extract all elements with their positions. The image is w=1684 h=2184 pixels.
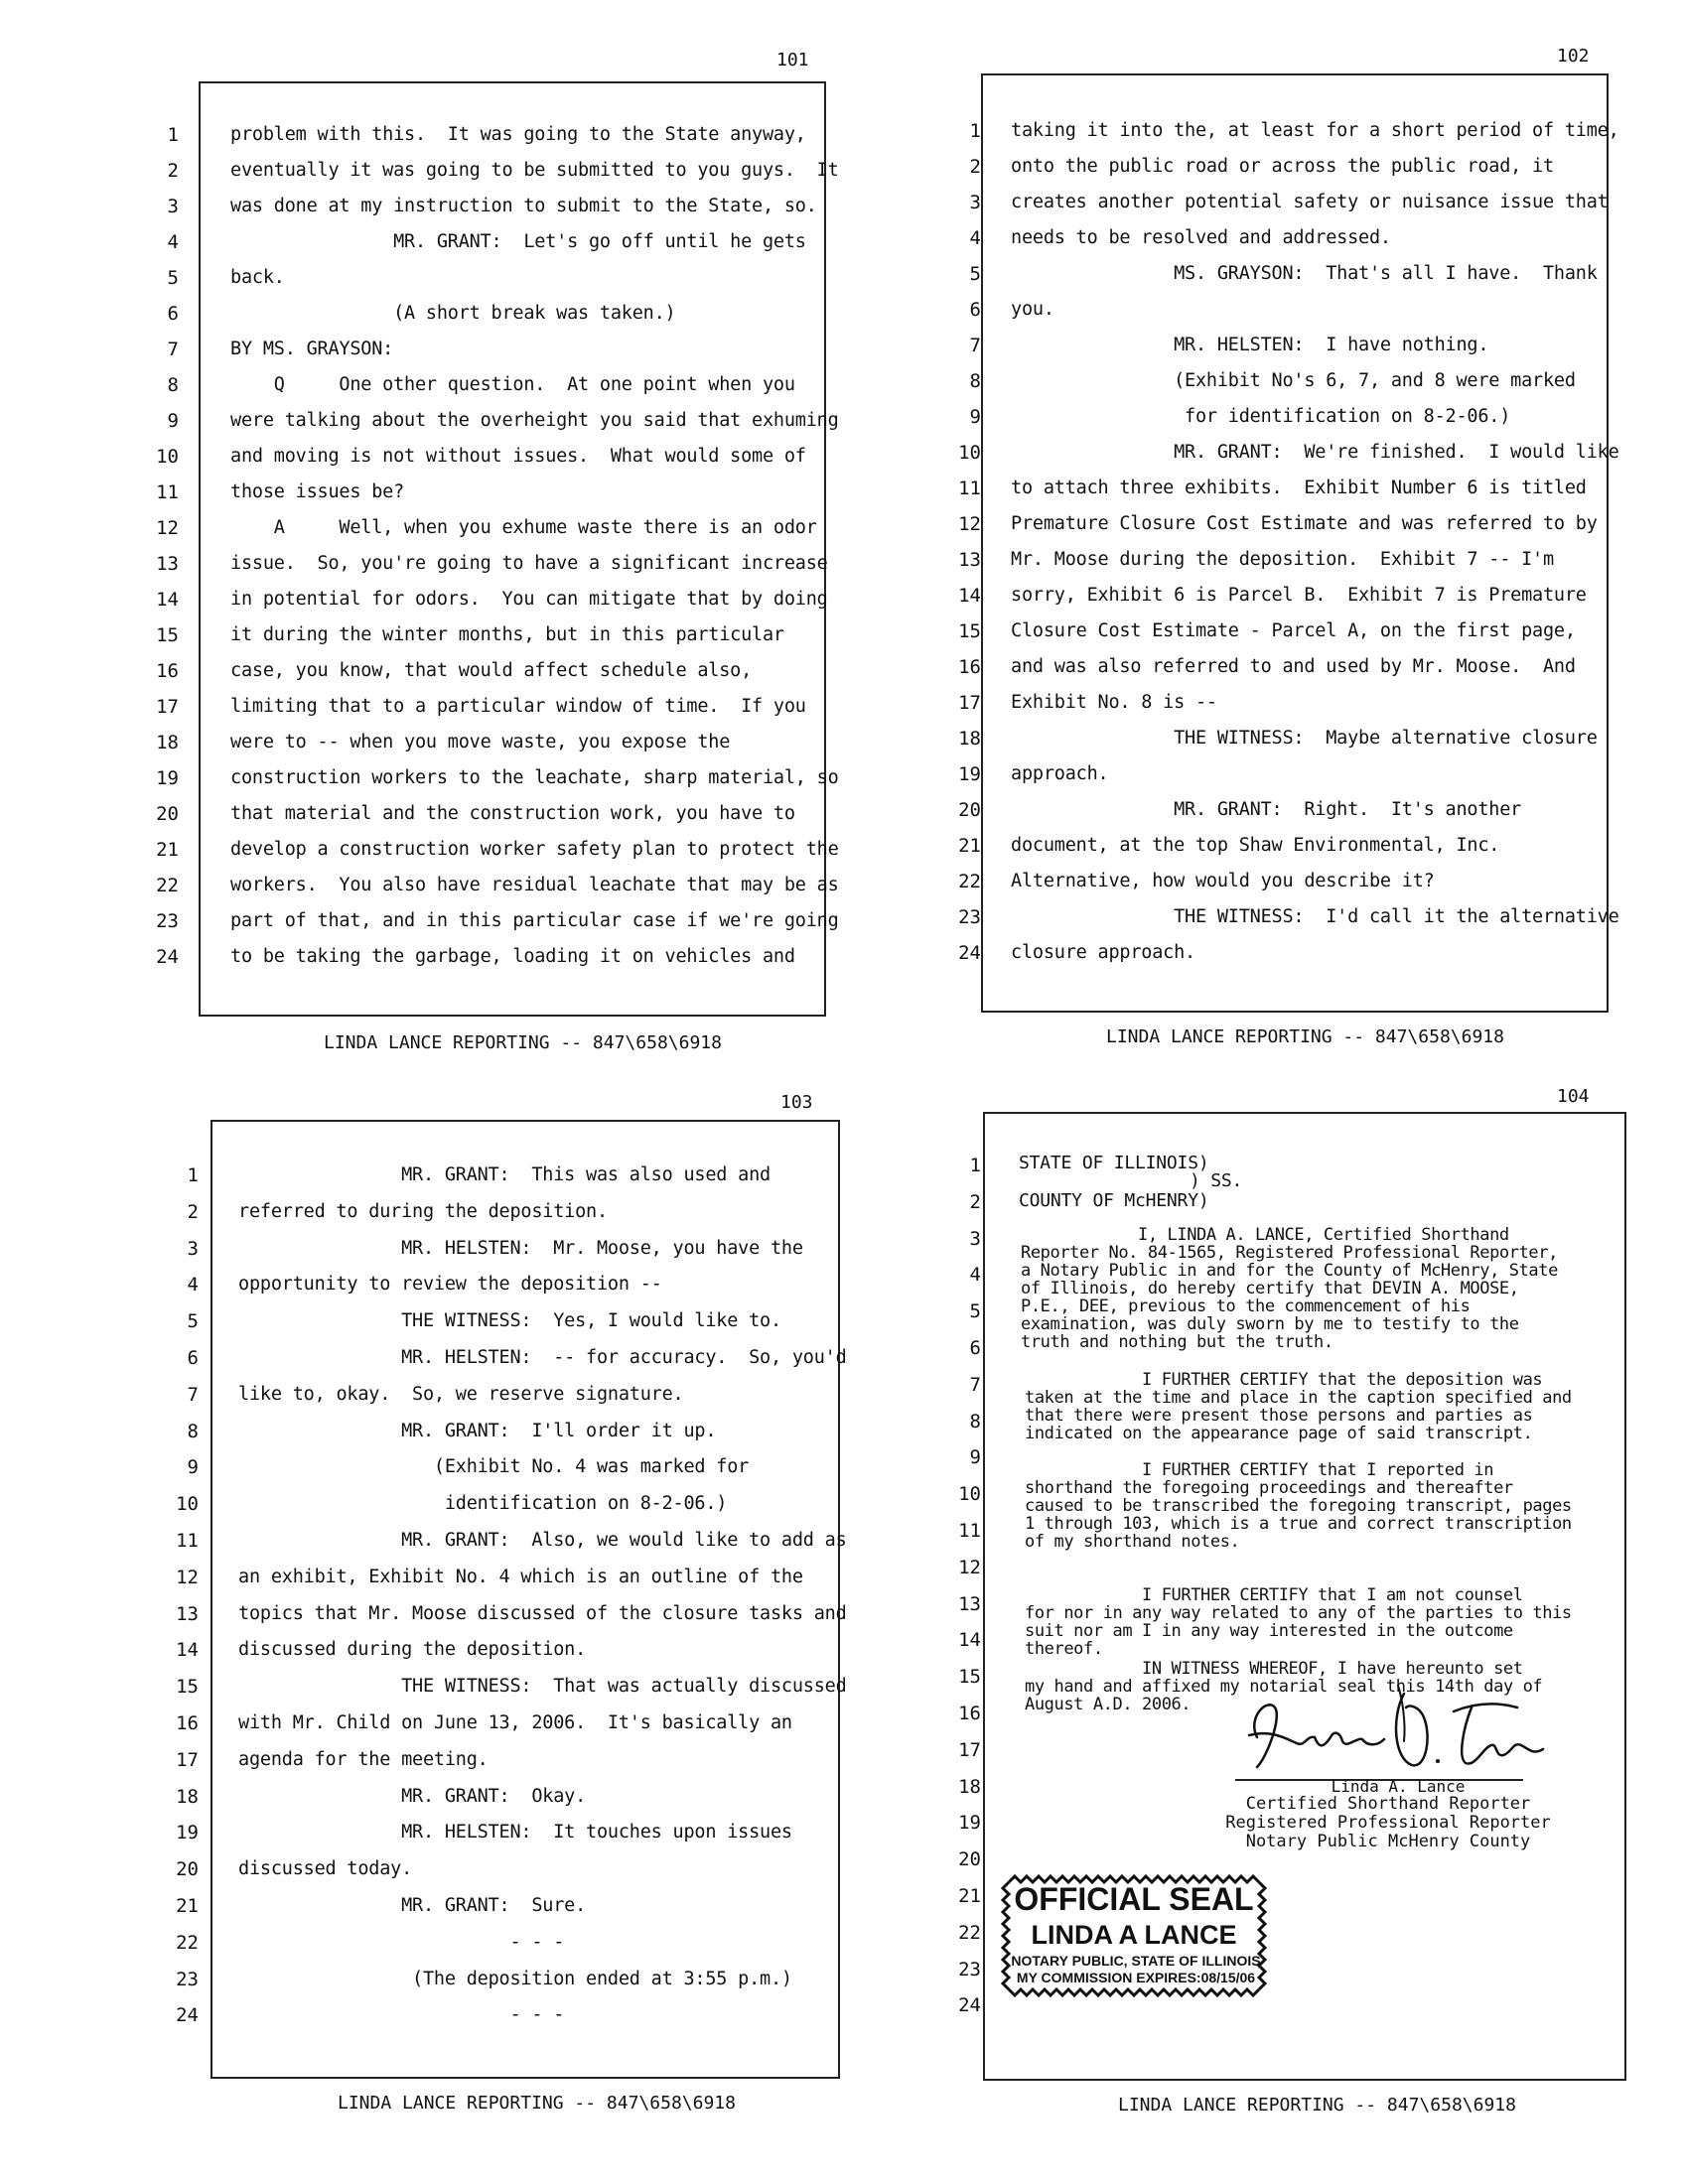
line-number: 24 xyxy=(958,1994,981,2017)
transcript-line xyxy=(941,435,1636,471)
line-text: MR. GRANT: This was also used and xyxy=(238,1164,771,1185)
page-footer: LINDA LANCE REPORTING -- 847\658\6918 xyxy=(1118,2095,1516,2116)
line-number: 1 xyxy=(969,1155,981,1176)
line-text: part of that, and in this particular case if we're going xyxy=(230,910,839,931)
seal-state: NOTARY PUBLIC, STATE OF ILLINOIS xyxy=(1011,1953,1261,1969)
signature-title: Certified Shorthand Reporter xyxy=(1245,1794,1531,1814)
line-text: limiting that to a particular window of time. If you xyxy=(230,696,806,717)
line-text: discussed during the deposition. xyxy=(238,1639,587,1661)
transcript-line xyxy=(941,471,1636,506)
line-text: for identification on 8-2-06.) xyxy=(1011,406,1511,427)
line-number: 22 xyxy=(958,1921,981,1944)
transcript-line xyxy=(941,685,1636,721)
line-number: 17 xyxy=(958,692,981,714)
line-number: 11 xyxy=(176,1530,199,1552)
line-text: Mr. Moose during the deposition. Exhibit 7 -- I'm xyxy=(1011,549,1554,570)
county-header: COUNTY OF McHENRY) xyxy=(1019,1190,1209,1211)
line-number: 17 xyxy=(958,1738,981,1761)
line-number: 13 xyxy=(176,1602,199,1625)
line-text: MR. GRANT: I'll order it up. xyxy=(238,1420,717,1441)
transcript-page-101 xyxy=(0,0,842,1092)
line-text: an exhibit, Exhibit No. 4 which is an outline of the xyxy=(238,1566,803,1587)
line-text: to be taking the garbage, loading it on vehicles and xyxy=(230,946,795,967)
line-number: 11 xyxy=(958,478,981,499)
transcript-line xyxy=(139,796,834,832)
line-number: 6 xyxy=(167,303,179,325)
line-text: - - - xyxy=(238,1931,565,1953)
page-footer: LINDA LANCE REPORTING -- 847\658\6918 xyxy=(338,2093,736,2114)
transcript-line xyxy=(159,1231,854,1267)
page-number: 101 xyxy=(776,50,809,70)
transcript-lines xyxy=(159,1158,854,2051)
line-number: 16 xyxy=(156,660,179,682)
transcript-line xyxy=(159,1851,854,1887)
transcript-line xyxy=(159,1815,854,1850)
line-number: 1 xyxy=(969,120,981,142)
line-text: and moving is not without issues. What would some of xyxy=(230,446,806,467)
line-number: 1 xyxy=(167,124,179,146)
line-text: identification on 8-2-06.) xyxy=(238,1493,728,1515)
line-text: THE WITNESS: Yes, I would like to. xyxy=(238,1310,781,1332)
line-text: referred to during the deposition. xyxy=(238,1200,608,1222)
line-number: 7 xyxy=(969,335,981,356)
line-text: MR. GRANT: We're finished. I would like xyxy=(1011,442,1619,463)
line-number: 5 xyxy=(969,1300,981,1323)
page-number: 103 xyxy=(780,1092,813,1113)
transcript-line xyxy=(159,1997,854,2033)
line-number: 14 xyxy=(156,589,179,611)
line-text: develop a construction worker safety plan to protect the xyxy=(230,839,839,860)
line-number: 20 xyxy=(156,803,179,825)
ss-label: ) SS. xyxy=(1190,1170,1243,1191)
line-number: 23 xyxy=(156,910,179,932)
line-number: 10 xyxy=(176,1493,199,1516)
line-text: Exhibit No. 8 is -- xyxy=(1011,692,1217,713)
transcript-line xyxy=(159,1377,854,1413)
transcript-line xyxy=(139,153,839,189)
line-number: 4 xyxy=(187,1274,199,1297)
transcript-line xyxy=(139,296,834,332)
line-text: THE WITNESS: Maybe alternative closure xyxy=(1011,728,1598,749)
line-number: 14 xyxy=(176,1639,199,1662)
line-text: case, you know, that would affect schedule also, xyxy=(230,660,753,681)
line-text: MR. HELSTEN: It touches upon issues xyxy=(238,1822,792,1843)
certification-paragraph: I FURTHER CERTIFY that I am not counsel for nor in any way related to any of the parties to this suit nor am I in any way interested in the outcome thereof. xyxy=(1025,1585,1572,1659)
transcript-line xyxy=(941,185,1636,220)
line-number: 23 xyxy=(958,1958,981,1980)
transcript-line xyxy=(941,399,1636,435)
line-number: 17 xyxy=(156,696,179,718)
line-number: 12 xyxy=(958,1556,981,1578)
line-number: 7 xyxy=(167,339,179,360)
line-text: issue. So, you're going to have a significant increase xyxy=(230,553,828,574)
transcript-line xyxy=(941,649,1636,685)
transcript-line xyxy=(139,582,834,617)
transcript-line xyxy=(159,1560,854,1595)
line-text: (A short break was taken.) xyxy=(230,303,676,324)
page-number: 102 xyxy=(1557,46,1590,67)
certification-paragraph: I FURTHER CERTIFY that I reported in shorthand the foregoing proceedings and thereafter caused to be transcribed the foregoing transcript, pages 1 through 103, which is a true and correct transcription of my shorthand notes. xyxy=(1025,1460,1572,1552)
line-number: 19 xyxy=(156,767,179,789)
signature-name: Linda A. Lance xyxy=(1331,1777,1466,1796)
line-text: closure approach. xyxy=(1011,942,1195,963)
transcript-line xyxy=(139,725,834,760)
line-number: 18 xyxy=(958,1775,981,1798)
line-numbers xyxy=(941,1148,991,2041)
line-text: back. xyxy=(230,267,285,288)
transcript-line xyxy=(159,1888,854,1924)
line-number: 24 xyxy=(176,2004,199,2027)
line-text: like to, okay. So, we reserve signature. xyxy=(238,1383,684,1405)
line-text: to attach three exhibits. Exhibit Number 6 is titled xyxy=(1011,478,1587,498)
state-header: STATE OF ILLINOIS) xyxy=(1019,1153,1209,1173)
handwritten-signature xyxy=(1227,1678,1545,1787)
line-text: MR. GRANT: Okay. xyxy=(238,1785,587,1807)
transcript-line xyxy=(941,756,1636,792)
transcript-line xyxy=(159,1449,854,1485)
line-text: eventually it was going to be submitted to you guys. It xyxy=(230,160,839,181)
line-number: 6 xyxy=(187,1347,199,1369)
transcript-lines xyxy=(941,113,1636,987)
line-number: 11 xyxy=(958,1520,981,1542)
line-text: were to -- when you move waste, you expose the xyxy=(230,732,731,752)
transcript-lines xyxy=(139,117,839,991)
line-text: with Mr. Child on June 13, 2006. It's basically an xyxy=(238,1712,792,1733)
line-number: 21 xyxy=(156,839,179,861)
line-number: 9 xyxy=(187,1456,199,1479)
line-text: MR. HELSTEN: I have nothing. xyxy=(1011,335,1489,355)
transcript-line xyxy=(139,224,834,260)
transcript-line xyxy=(139,903,839,939)
transcript-line xyxy=(139,868,839,903)
transcript-line xyxy=(139,260,834,296)
line-text: MR. GRANT: Sure. xyxy=(238,1895,587,1916)
line-number: 7 xyxy=(187,1383,199,1406)
line-text: topics that Mr. Moose discussed of the closure tasks and xyxy=(238,1602,847,1624)
signature-title: Notary Public McHenry County xyxy=(1245,1832,1531,1851)
line-text: MR. GRANT: Right. It's another xyxy=(1011,799,1522,820)
transcript-line xyxy=(941,149,1636,185)
line-number: 14 xyxy=(958,1629,981,1652)
line-number: 13 xyxy=(958,1592,981,1615)
transcript-line xyxy=(941,792,1636,828)
line-number: 3 xyxy=(969,1227,981,1250)
transcript-line xyxy=(941,292,1636,328)
line-number: 19 xyxy=(176,1822,199,1844)
transcript-line xyxy=(139,546,834,582)
line-text: in potential for odors. You can mitigate that by doing xyxy=(230,589,828,610)
transcript-page-103 xyxy=(0,1092,847,2184)
transcript-line xyxy=(159,1779,854,1815)
transcript-line xyxy=(159,1340,854,1376)
certificate-page-104 xyxy=(842,1086,1684,2184)
transcript-line xyxy=(941,113,1636,149)
line-number: 12 xyxy=(156,517,179,539)
transcript-line xyxy=(139,189,834,224)
line-number: 10 xyxy=(958,1483,981,1506)
transcript-line xyxy=(139,510,834,546)
line-text: onto the public road or across the public road, it xyxy=(1011,156,1554,177)
line-text: Premature Closure Cost Estimate and was referred to by xyxy=(1011,513,1598,534)
transcript-line xyxy=(139,760,839,796)
transcript-line xyxy=(139,117,834,153)
transcript-line xyxy=(139,832,839,868)
line-number: 14 xyxy=(958,585,981,607)
transcript-line xyxy=(159,1303,854,1339)
line-text: approach. xyxy=(1011,763,1109,784)
line-number: 7 xyxy=(969,1373,981,1396)
transcript-line xyxy=(139,332,834,367)
line-text: document, at the top Shaw Environmental, Inc. xyxy=(1011,835,1500,856)
line-number: 3 xyxy=(969,192,981,213)
line-number: 8 xyxy=(167,374,179,396)
transcript-line xyxy=(139,653,834,689)
seal-expiry: MY COMMISSION EXPIRES:08/15/06 xyxy=(1016,1970,1256,1985)
transcript-line xyxy=(139,367,834,403)
transcript-line xyxy=(159,1632,854,1668)
transcript-line xyxy=(139,475,834,510)
signature-title: Registered Professional Reporter xyxy=(1225,1813,1551,1833)
line-text: workers. You also have residual leachate that may be as xyxy=(230,875,839,895)
transcript-line xyxy=(941,328,1636,363)
line-text: construction workers to the leachate, sharp material, so xyxy=(230,767,839,788)
line-number: 4 xyxy=(969,227,981,249)
transcript-line xyxy=(139,617,834,653)
line-number: 6 xyxy=(969,299,981,321)
transcript-line xyxy=(139,439,834,475)
line-text: taking it into the, at least for a short period of time, xyxy=(1011,120,1619,141)
transcript-line xyxy=(159,1962,854,1997)
line-number: 5 xyxy=(969,263,981,285)
line-number: 2 xyxy=(969,156,981,178)
transcript-line xyxy=(159,1669,854,1705)
transcript-line xyxy=(941,614,1636,649)
line-number: 23 xyxy=(176,1968,199,1990)
line-number: 16 xyxy=(176,1712,199,1734)
certification-paragraph: IN WITNESS WHEREOF, I have hereunto set my hand and affixed my notarial seal this 14th day of August A.D. 2006. xyxy=(1025,1659,1543,1714)
line-number: 24 xyxy=(156,946,179,968)
line-text: Alternative, how would you describe it? xyxy=(1011,871,1435,891)
line-text: MR. GRANT: Let's go off until he gets xyxy=(230,231,806,252)
line-number: 8 xyxy=(969,1410,981,1433)
transcript-page-102 xyxy=(842,0,1684,1092)
line-number: 22 xyxy=(156,875,179,896)
line-number: 6 xyxy=(969,1337,981,1359)
transcript-line xyxy=(941,899,1636,935)
line-number: 2 xyxy=(167,160,179,182)
line-number: 21 xyxy=(958,1885,981,1907)
line-text: creates another potential safety or nuisance issue that xyxy=(1011,192,1609,212)
transcript-line xyxy=(941,935,1636,971)
line-number: 3 xyxy=(167,196,179,217)
line-number: 22 xyxy=(176,1931,199,1954)
line-number: 16 xyxy=(958,656,981,678)
line-number: 13 xyxy=(958,549,981,571)
line-text: MR. GRANT: Also, we would like to add as xyxy=(238,1530,847,1551)
line-number: 9 xyxy=(167,410,179,432)
line-number: 8 xyxy=(969,370,981,392)
transcript-line xyxy=(159,1742,854,1778)
seal-name: LINDA A LANCE xyxy=(1031,1920,1237,1950)
seal-title: OFFICIAL SEAL xyxy=(1014,1881,1254,1917)
line-number: 23 xyxy=(958,906,981,928)
line-number: 20 xyxy=(958,1848,981,1871)
line-number: 11 xyxy=(156,481,179,503)
transcript-line xyxy=(139,689,834,725)
line-text: discussed today. xyxy=(238,1858,413,1880)
transcript-line xyxy=(159,1523,854,1559)
line-number: 9 xyxy=(969,406,981,428)
transcript-line xyxy=(159,1158,854,1193)
transcript-line xyxy=(139,939,834,975)
line-number: 3 xyxy=(187,1237,199,1260)
line-number: 4 xyxy=(167,231,179,253)
line-number: 8 xyxy=(187,1420,199,1442)
line-number: 15 xyxy=(176,1676,199,1699)
line-number: 22 xyxy=(958,871,981,892)
transcript-line xyxy=(159,1486,854,1522)
line-number: 20 xyxy=(176,1858,199,1881)
line-text: that material and the construction work, you have to xyxy=(230,803,795,824)
line-text: THE WITNESS: That was actually discussed xyxy=(238,1676,847,1698)
line-number: 5 xyxy=(187,1310,199,1333)
line-text: were talking about the overheight you said that exhuming xyxy=(230,410,839,431)
line-text: MR. HELSTEN: -- for accuracy. So, you'd xyxy=(238,1347,847,1368)
line-number: 15 xyxy=(958,620,981,642)
line-text: problem with this. It was going to the State anyway, xyxy=(230,124,806,145)
line-number: 15 xyxy=(156,624,179,646)
line-number: 10 xyxy=(958,442,981,464)
line-number: 9 xyxy=(969,1446,981,1469)
line-number: 17 xyxy=(176,1748,199,1771)
line-text: opportunity to review the deposition -- xyxy=(238,1274,662,1296)
line-number: 21 xyxy=(176,1895,199,1917)
line-text: - - - xyxy=(238,2004,565,2026)
line-text: needs to be resolved and addressed. xyxy=(1011,227,1391,248)
certification-paragraph: I, LINDA A. LANCE, Certified Shorthand Reporter No. 84-1565, Registered Professional Reporter, a Notary Public in and for the County of McHenry, State of Illinois, do hereby certify that DEVIN A. MOOSE, P.E., DEE, previous to the commencement of his examination, was duly sworn by me to testify to the truth and nothing but the truth. xyxy=(1021,1225,1558,1352)
page-footer: LINDA LANCE REPORTING -- 847\658\6918 xyxy=(324,1032,722,1053)
line-number: 1 xyxy=(187,1164,199,1186)
page-number: 104 xyxy=(1557,1086,1590,1107)
line-number: 19 xyxy=(958,1812,981,1835)
line-text: Q One other question. At one point when you xyxy=(230,374,795,395)
line-text: and was also referred to and used by Mr. Moose. And xyxy=(1011,656,1576,677)
line-text: it during the winter months, but in this particular xyxy=(230,624,784,645)
transcript-line xyxy=(941,363,1636,399)
line-number: 21 xyxy=(958,835,981,857)
line-text: (Exhibit No. 4 was marked for xyxy=(238,1456,750,1478)
line-number: 18 xyxy=(156,732,179,753)
transcript-line xyxy=(941,578,1636,614)
transcript-line xyxy=(941,721,1636,756)
line-text: sorry, Exhibit 6 is Parcel B. Exhibit 7 is Premature xyxy=(1011,585,1587,606)
line-number: 4 xyxy=(969,1264,981,1287)
transcript-line xyxy=(159,1596,854,1632)
line-text: was done at my instruction to submit to the State, so. xyxy=(230,196,817,216)
line-text: BY MS. GRAYSON: xyxy=(230,339,394,359)
line-number: 5 xyxy=(167,267,179,289)
transcript-line xyxy=(941,828,1636,864)
line-number: 12 xyxy=(958,513,981,535)
line-number: 15 xyxy=(958,1666,981,1689)
transcript-line xyxy=(139,403,839,439)
transcript-line xyxy=(159,1267,854,1302)
line-text: MS. GRAYSON: That's all I have. Thank xyxy=(1011,263,1598,284)
line-number: 19 xyxy=(958,763,981,785)
transcript-line xyxy=(159,1706,854,1741)
line-text: THE WITNESS: I'd call it the alternative xyxy=(1011,906,1619,927)
line-number: 12 xyxy=(176,1566,199,1588)
line-number: 18 xyxy=(958,728,981,750)
transcript-line xyxy=(159,1925,854,1961)
transcript-line xyxy=(941,542,1636,578)
official-seal-stamp xyxy=(1001,1862,1269,2001)
line-number: 13 xyxy=(156,553,179,575)
line-text: those issues be? xyxy=(230,481,405,502)
line-text: MR. HELSTEN: Mr. Moose, you have the xyxy=(238,1237,803,1259)
line-text: you. xyxy=(1011,299,1054,320)
transcript-line xyxy=(941,506,1636,542)
transcript-line xyxy=(941,864,1636,899)
line-text: (Exhibit No's 6, 7, and 8 were marked xyxy=(1011,370,1576,391)
line-number: 2 xyxy=(187,1200,199,1223)
transcript-line xyxy=(159,1414,854,1449)
line-text: agenda for the meeting. xyxy=(238,1748,489,1770)
line-number: 2 xyxy=(969,1190,981,1213)
page-footer: LINDA LANCE REPORTING -- 847\658\6918 xyxy=(1106,1026,1504,1047)
line-number: 10 xyxy=(156,446,179,468)
line-number: 24 xyxy=(958,942,981,964)
line-text: Closure Cost Estimate - Parcel A, on the first page, xyxy=(1011,620,1576,641)
line-text: (The deposition ended at 3:55 p.m.) xyxy=(238,1968,792,1989)
transcript-line xyxy=(941,220,1636,256)
transcript-line xyxy=(941,256,1636,292)
line-number: 16 xyxy=(958,1703,981,1724)
line-number: 18 xyxy=(176,1785,199,1808)
line-number: 20 xyxy=(958,799,981,821)
transcript-line xyxy=(159,1194,854,1230)
line-text: A Well, when you exhume waste there is an odor xyxy=(230,517,817,538)
certification-paragraph: I FURTHER CERTIFY that the deposition was taken at the time and place in the caption specified and that there were present those persons and parties as indicated on the appearance page of said transcript. xyxy=(1025,1370,1572,1443)
